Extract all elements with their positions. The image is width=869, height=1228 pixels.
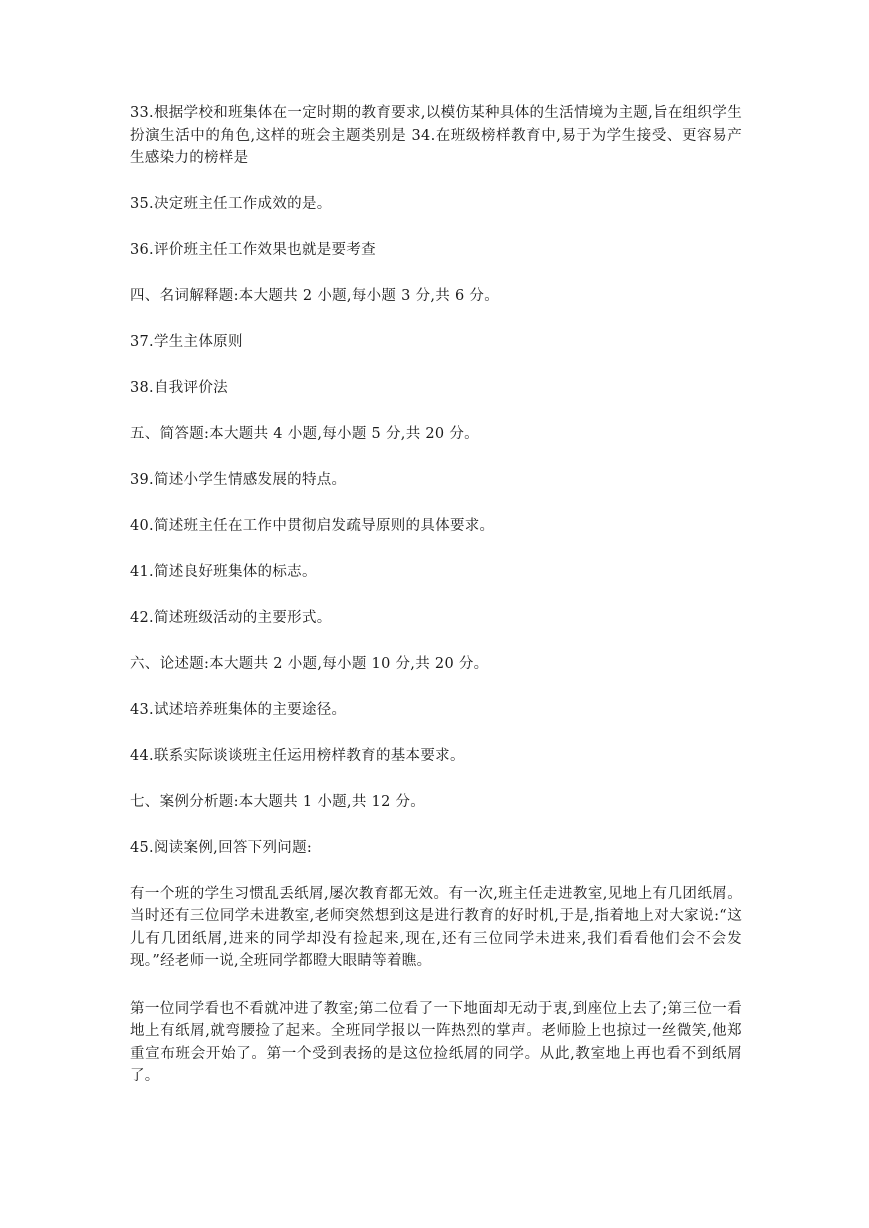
section-heading-essay: 六、论述题:本大题共 2 小题,每小题 10 分,共 20 分。 (130, 655, 489, 672)
question-39: 39.简述小学生情感发展的特点。 (130, 471, 347, 488)
question-33-34: 33.根据学校和班集体在一定时期的教育要求,以模仿某种具体的生活情境为主题,旨在组织学生扮演生活中的角色,这样的班会主题类别是 34.在班级榜样教育中,易于为学生接受、更容易产生感染力的榜样是 (130, 105, 742, 166)
case-paragraph-2: 第一位同学看也不看就冲进了教室;第二位看了一下地面却无动于衷,到座位上去了;第三位一看地上有纸屑,就弯腰捡了起来。全班同学报以一阵热烈的掌声。老师脸上也掠过一丝微笑,他郑重宣布班会开始了。第一个受到表扬的是这位捡纸屑的同学。从此,教室地上再也看不到纸屑了。 (130, 1000, 742, 1084)
question-44: 44.联系实际谈谈班主任运用榜样教育的基本要求。 (130, 747, 465, 764)
section-heading-case-analysis: 七、案例分析题:本大题共 1 小题,共 12 分。 (130, 793, 426, 810)
section-heading-term-definitions: 四、名词解释题:本大题共 2 小题,每小题 3 分,共 6 分。 (130, 287, 500, 304)
question-36: 36.评价班主任工作效果也就是要考查 (130, 241, 376, 258)
question-40: 40.简述班主任在工作中贯彻启发疏导原则的具体要求。 (130, 517, 495, 534)
question-37: 37.学生主体原则 (130, 333, 243, 350)
section-heading-short-answer: 五、简答题:本大题共 4 小题,每小题 5 分,共 20 分。 (130, 425, 479, 442)
question-45: 45.阅读案例,回答下列问题: (130, 839, 313, 856)
question-43: 43.试述培养班集体的主要途径。 (130, 701, 347, 718)
document-page (130, 102, 742, 1113)
case-paragraph-1: 有一个班的学生习惯乱丢纸屑,屡次教育都无效。有一次,班主任走进教室,见地上有几团纸屑。当时还有三位同学未进教室,老师突然想到这是进行教育的好时机,于是,指着地上对大家说:“这儿有几团纸屑,进来的同学却没有捡起来,现在,还有三位同学未进来,我们看看他们会不会发现。”经老师一说,全班同学都瞪大眼睛等着瞧。 (130, 885, 742, 969)
question-42: 42.简述班级活动的主要形式。 (130, 609, 332, 626)
question-38: 38.自我评价法 (130, 379, 228, 396)
question-41: 41.简述良好班集体的标志。 (130, 563, 317, 580)
question-35: 35.决定班主任工作成效的是。 (130, 195, 332, 212)
